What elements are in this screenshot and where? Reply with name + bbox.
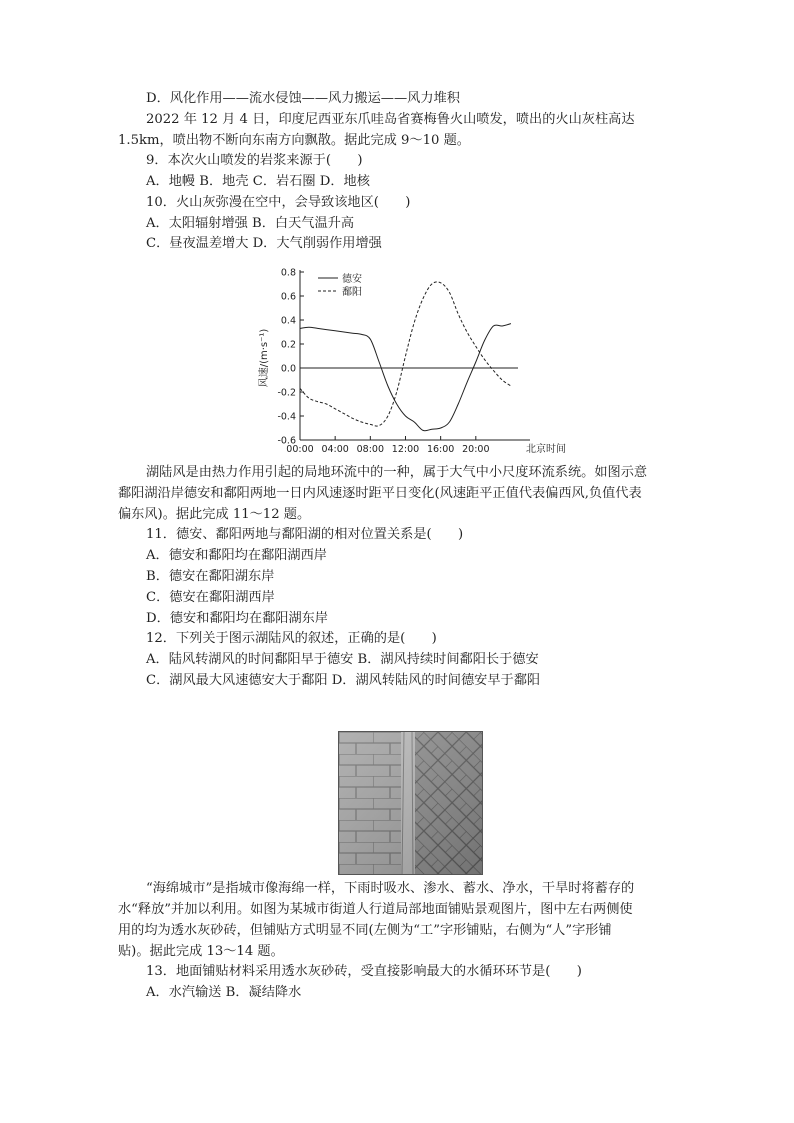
text-line-l22: 用的均为透水灰砂砖，但铺贴方式明显不同(左侧为“工”字形铺贴，右侧为“人”字形铺	[118, 923, 612, 938]
y-tick-label: 0.6	[280, 291, 296, 303]
text-line-l23: 贴)。据此完成 13～14 题。	[118, 944, 284, 959]
y-tick-label: 0.0	[280, 363, 296, 375]
text-line-l25: A．水汽输送 B．凝结降水	[146, 985, 302, 1000]
x-tick-label: 20:00	[462, 444, 490, 455]
text-line-l19: C．湖风最大风速德安大于鄱阳 D．湖风转陆风的时间德安早于鄱阳	[146, 673, 541, 688]
paving-photo	[338, 731, 483, 875]
text-line-l4: 9．本次火山喷发的岩浆来源于( )	[146, 153, 363, 168]
x-tick-label: 16:00	[426, 444, 455, 455]
x-tick-label: 04:00	[321, 444, 349, 455]
series-line-1	[300, 324, 511, 431]
text-line-l15: C．德安在鄱阳湖西岸	[146, 590, 275, 605]
x-tick-label: 12:00	[391, 444, 420, 455]
x-tick-label: 08:00	[356, 444, 385, 455]
y-tick-label: 0.4	[280, 315, 296, 327]
text-line-l24: 13．地面铺贴材料采用透水灰砂砖，受直接影响最大的水循环环节是( )	[146, 964, 582, 979]
text-line-l11: 偏东风)。据此完成 11～12 题。	[118, 507, 311, 522]
legend-label-2: 鄱阳	[342, 287, 362, 298]
text-line-l10: 鄱阳湖沿岸德安和鄱阳两地一日内风速逐时距平日变化(风速距平正值代表偏西风,负值代表	[118, 486, 642, 501]
y-tick-label: -0.6	[277, 435, 296, 447]
text-line-l5: A．地幔 B．地壳 C．岩石圈 D．地核	[146, 174, 370, 189]
text-line-l1: D．风化作用——流水侵蚀——风力搬运——风力堆积	[146, 91, 460, 106]
text-line-l14: B．德安在鄱阳湖东岸	[146, 569, 275, 584]
legend-label-1: 德安	[342, 274, 362, 285]
paving-image-icon	[339, 732, 482, 874]
text-line-l20: “海绵城市”是指城市像海绵一样，下雨时吸水、渗水、蓄水、净水，干旱时将蓄存的	[146, 881, 635, 896]
y-tick-label: 0.2	[280, 339, 296, 351]
text-line-l7: A．太阳辐射增强 B．白天气温升高	[146, 216, 355, 231]
text-line-l21: 水“释放”并加以利用。如图为某城市街道人行道局部地面铺贴景观图片，图中左右两侧使	[118, 902, 633, 917]
wind-speed-chart	[254, 262, 566, 468]
y-tick-label: -0.2	[277, 387, 296, 399]
text-line-l8: C．昼夜温差增大 D．大气削弱作用增强	[146, 236, 382, 251]
text-line-l16: D．德安和鄱阳均在鄱阳湖东岸	[146, 611, 329, 626]
y-tick-label: 0.8	[280, 267, 296, 279]
text-line-l12: 11．德安、鄱阳两地与鄱阳湖的相对位置关系是( )	[146, 527, 464, 542]
x-tick-label: 00:00	[286, 444, 314, 455]
text-line-l17: 12．下列关于图示湖陆风的叙述，正确的是( )	[146, 631, 437, 646]
y-axis-label: 风速/(m·s⁻¹)	[259, 328, 270, 388]
text-line-l2: 2022 年 12 月 4 日，印度尼西亚东爪哇岛省赛梅鲁火山喷发，喷出的火山灰柱高达	[146, 112, 635, 127]
text-line-l9: 湖陆风是由热力作用引起的局地环流中的一种，属于大气中小尺度环流系统。如图示意	[146, 465, 648, 480]
text-line-l6: 10．火山灰弥漫在空中，会导致该地区( )	[146, 195, 411, 210]
x-axis-label: 北京时间	[526, 444, 566, 455]
y-tick-label: -0.4	[277, 411, 296, 423]
text-line-l13: A．德安和鄱阳均在鄱阳湖西岸	[146, 548, 327, 563]
text-line-l18: A．陆风转湖风的时间鄱阳早于德安 B．湖风持续时间鄱阳长于德安	[146, 652, 539, 667]
text-line-l3: 1.5km，喷出物不断向东南方向飘散。据此完成 9～10 题。	[118, 133, 470, 148]
